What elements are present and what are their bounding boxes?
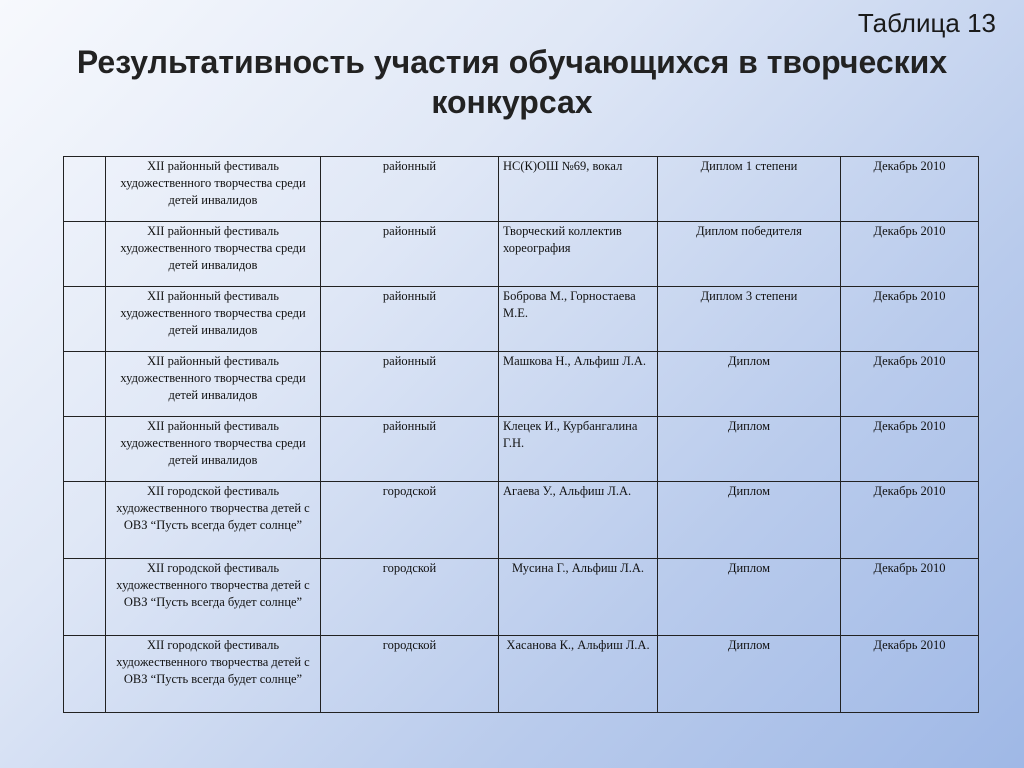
date-cell: Декабрь 2010: [841, 559, 979, 636]
table-row: [64, 222, 979, 287]
event-cell: XII городской фестиваль художественного творчества детей с ОВЗ “Пусть всегда будет солнце”: [106, 636, 321, 713]
table-row: [64, 559, 979, 636]
results-table: [63, 156, 979, 713]
result-cell: Диплом: [658, 482, 841, 559]
level-cell: районный: [321, 222, 499, 287]
level-cell: городской: [321, 559, 499, 636]
date-cell: Декабрь 2010: [841, 287, 979, 352]
participant-cell: НС(К)ОШ №69, вокал: [499, 157, 658, 222]
event-cell: XII городской фестиваль художественного творчества детей с ОВЗ “Пусть всегда будет солнце”: [106, 482, 321, 559]
date-cell: Декабрь 2010: [841, 352, 979, 417]
event-cell: XII районный фестиваль художественного творчества среди детей инвалидов: [106, 417, 321, 482]
participant-cell: Хасанова К., Альфиш Л.А.: [499, 636, 658, 713]
table-row: [64, 157, 979, 222]
date-cell: Декабрь 2010: [841, 417, 979, 482]
level-cell: районный: [321, 352, 499, 417]
result-cell: Диплом: [658, 636, 841, 713]
event-cell: XII районный фестиваль художественного творчества среди детей инвалидов: [106, 157, 321, 222]
table-row: [64, 417, 979, 482]
row-number-cell: [64, 222, 106, 287]
result-cell: Диплом: [658, 559, 841, 636]
level-cell: районный: [321, 287, 499, 352]
participant-cell: Мусина Г., Альфиш Л.А.: [499, 559, 658, 636]
row-number-cell: [64, 157, 106, 222]
event-cell: XII районный фестиваль художественного творчества среди детей инвалидов: [106, 287, 321, 352]
page-title: Результативность участия обучающихся в творческих конкурсах: [76, 44, 948, 120]
level-cell: районный: [321, 157, 499, 222]
result-cell: Диплом: [658, 352, 841, 417]
level-cell: городской: [321, 482, 499, 559]
row-number-cell: [64, 352, 106, 417]
row-number-cell: [64, 482, 106, 559]
table-row: [64, 287, 979, 352]
participant-cell: Творческий коллектив хореография: [499, 222, 658, 287]
event-cell: XII районный фестиваль художественного творчества среди детей инвалидов: [106, 352, 321, 417]
event-cell: XII районный фестиваль художественного творчества среди детей инвалидов: [106, 222, 321, 287]
participant-cell: Боброва М., Горностаева М.Е.: [499, 287, 658, 352]
row-number-cell: [64, 636, 106, 713]
level-cell: городской: [321, 636, 499, 713]
row-number-cell: [64, 417, 106, 482]
table-row: [64, 636, 979, 713]
date-cell: Декабрь 2010: [841, 482, 979, 559]
result-cell: Диплом 3 степени: [658, 287, 841, 352]
table-row: [64, 482, 979, 559]
date-cell: Декабрь 2010: [841, 636, 979, 713]
date-cell: Декабрь 2010: [841, 157, 979, 222]
participant-cell: Клецек И., Курбангалина Г.Н.: [499, 417, 658, 482]
event-cell: XII городской фестиваль художественного творчества детей с ОВЗ “Пусть всегда будет солнце”: [106, 559, 321, 636]
participant-cell: Машкова Н., Альфиш Л.А.: [499, 352, 658, 417]
participant-cell: Агаева У., Альфиш Л.А.: [499, 482, 658, 559]
row-number-cell: [64, 287, 106, 352]
table-row: [64, 352, 979, 417]
result-cell: Диплом: [658, 417, 841, 482]
row-number-cell: [64, 559, 106, 636]
level-cell: районный: [321, 417, 499, 482]
table-number-label: Таблица 13: [857, 8, 996, 38]
date-cell: Декабрь 2010: [841, 222, 979, 287]
result-cell: Диплом победителя: [658, 222, 841, 287]
result-cell: Диплом 1 степени: [658, 157, 841, 222]
